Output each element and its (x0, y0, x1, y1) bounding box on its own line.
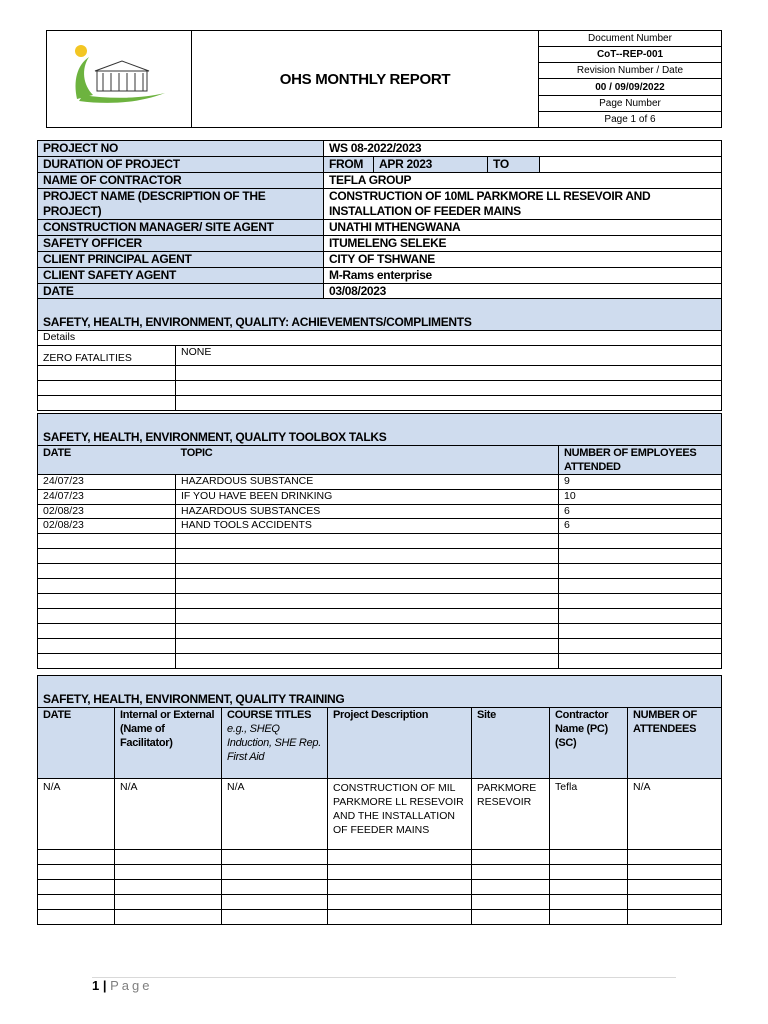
achievement-detail (176, 366, 722, 381)
training-empty-cell (550, 880, 628, 895)
training-empty-cell (550, 895, 628, 910)
toolbox-count (559, 594, 722, 609)
toolbox-col-date: DATE (38, 446, 176, 475)
toolbox-date (38, 594, 176, 609)
toolbox-topic (176, 639, 559, 654)
training-empty-cell (550, 850, 628, 865)
page-footer (92, 978, 153, 993)
toolbox-count (559, 534, 722, 549)
footer-separator: | (102, 978, 107, 993)
toolbox-date (38, 549, 176, 564)
training-col-course (222, 708, 328, 779)
toolbox-topic: HAND TOOLS ACCIDENTS (176, 519, 559, 534)
training-empty-cell (628, 895, 722, 910)
training-col-facilitator: Internal or External (Name of Facilitator) (115, 708, 222, 779)
toolbox-topic: IF YOU HAVE BEEN DRINKING (176, 490, 559, 505)
from-value: APR 2023 (374, 157, 488, 173)
training-site: PARKMORE RESEVOIR (472, 779, 550, 850)
toolbox-topic (176, 654, 559, 669)
toolbox-topic (176, 624, 559, 639)
table-row (38, 609, 722, 624)
toolbox-topic (176, 609, 559, 624)
client-principal-label: CLIENT PRINCIPAL AGENT (38, 252, 324, 268)
toolbox-heading: SAFETY, HEALTH, ENVIRONMENT, QUALITY TOOLBOX TALKS (38, 414, 722, 446)
achievement-item (38, 366, 176, 381)
toolbox-topic (176, 579, 559, 594)
project-info-table (37, 140, 722, 300)
footer-divider (92, 977, 676, 978)
toolbox-count: 10 (559, 490, 722, 505)
training-empty-cell (628, 910, 722, 925)
project-no-label: PROJECT NO (38, 141, 324, 157)
training-empty-cell (222, 895, 328, 910)
contractor-label: NAME OF CONTRACTOR (38, 173, 324, 189)
toolbox-date: 02/08/23 (38, 505, 176, 519)
toolbox-topic (176, 549, 559, 564)
toolbox-col-topic: TOPIC (176, 446, 559, 475)
toolbox-date (38, 579, 176, 594)
achievement-detail (176, 396, 722, 411)
page-number-label: Page Number (539, 95, 721, 111)
toolbox-count (559, 549, 722, 564)
safety-officer-name: ITUMELENG SELEKE (324, 236, 722, 252)
doc-number-label: Document Number (539, 31, 721, 47)
training-empty-cell (115, 865, 222, 880)
training-col-project: Project Description (328, 708, 472, 779)
table-row (38, 519, 722, 534)
training-project: CONSTRUCTION OF MIL PARKMORE LL RESEVOIR AND THE INSTALLATION OF FEEDER MAINS (328, 779, 472, 850)
toolbox-count (559, 579, 722, 594)
safety-officer-label: SAFETY OFFICER (38, 236, 324, 252)
date-label: DATE (38, 284, 324, 300)
training-empty-cell (222, 865, 328, 880)
achievement-detail: NONE (176, 346, 722, 366)
training-empty-cell (115, 895, 222, 910)
table-row (38, 850, 722, 865)
toolbox-date (38, 654, 176, 669)
toolbox-topic (176, 594, 559, 609)
logo-cell (47, 31, 192, 128)
training-empty-cell (328, 910, 472, 925)
training-date: N/A (38, 779, 115, 850)
training-course: N/A (222, 779, 328, 850)
training-empty-cell (628, 850, 722, 865)
details-label: Details (38, 331, 722, 346)
training-empty-cell (222, 850, 328, 865)
toolbox-date (38, 534, 176, 549)
training-empty-cell (115, 850, 222, 865)
course-example: e.g., SHEQ Induction, SHE Rep. First Aid (227, 723, 321, 763)
training-empty-cell (472, 910, 550, 925)
toolbox-date (38, 639, 176, 654)
training-attendees: N/A (628, 779, 722, 850)
table-row (38, 895, 722, 910)
toolbox-date: 24/07/23 (38, 475, 176, 490)
table-row (38, 475, 722, 490)
training-col-site: Site (472, 708, 550, 779)
table-row (38, 639, 722, 654)
training-empty-rows (38, 850, 722, 925)
training-empty-cell (328, 850, 472, 865)
table-row (38, 910, 722, 925)
toolbox-topic: HAZARDOUS SUBSTANCES (176, 505, 559, 519)
document-header (46, 30, 722, 128)
training-empty-cell (38, 895, 115, 910)
table-row (38, 579, 722, 594)
training-facilitator: N/A (115, 779, 222, 850)
training-col-date: DATE (38, 708, 115, 779)
client-safety-name: M-Rams enterprise (324, 268, 722, 284)
toolbox-count: 6 (559, 519, 722, 534)
training-col-contractor: Contractor Name (PC) (SC) (550, 708, 628, 779)
toolbox-talks-table (37, 413, 722, 669)
training-heading: SAFETY, HEALTH, ENVIRONMENT, QUALITY TRAINING (38, 676, 722, 708)
toolbox-date (38, 564, 176, 579)
training-empty-cell (328, 880, 472, 895)
achievements-heading: SAFETY, HEALTH, ENVIRONMENT, QUALITY: ACHIEVEMENTS/COMPLIMENTS (38, 299, 722, 331)
training-empty-cell (550, 865, 628, 880)
achievement-item: ZERO FATALITIES (38, 346, 176, 366)
revision-value: 00 / 09/09/2022 (539, 79, 721, 95)
toolbox-topic: HAZARDOUS SUBSTANCE (176, 475, 559, 490)
project-name-label: PROJECT NAME (DESCRIPTION OF THE PROJECT) (38, 189, 324, 220)
duration-label: DURATION OF PROJECT (38, 157, 324, 173)
report-date: 03/08/2023 (324, 284, 722, 300)
toolbox-count (559, 639, 722, 654)
achievements-table (37, 298, 722, 411)
training-empty-cell (38, 850, 115, 865)
table-row (38, 654, 722, 669)
course-title-label: COURSE TITLES (227, 709, 312, 721)
table-row (38, 865, 722, 880)
client-principal-name: CITY OF TSHWANE (324, 252, 722, 268)
training-empty-cell (38, 910, 115, 925)
table-row (38, 624, 722, 639)
toolbox-col-count: NUMBER OF EMPLOYEES ATTENDED (559, 446, 722, 475)
toolbox-date: 24/07/23 (38, 490, 176, 505)
toolbox-count (559, 564, 722, 579)
training-col-attendees: NUMBER OF ATTENDEES (628, 708, 722, 779)
training-empty-cell (550, 910, 628, 925)
toolbox-rows (38, 475, 722, 669)
training-empty-cell (628, 880, 722, 895)
toolbox-count: 9 (559, 475, 722, 490)
training-empty-cell (328, 865, 472, 880)
training-empty-cell (222, 880, 328, 895)
training-table (37, 675, 722, 925)
footer-page-word: Page (110, 978, 153, 993)
table-row (38, 505, 722, 519)
training-empty-cell (38, 880, 115, 895)
contractor-name: TEFLA GROUP (324, 173, 722, 189)
training-empty-cell (628, 865, 722, 880)
client-safety-label: CLIENT SAFETY AGENT (38, 268, 324, 284)
toolbox-topic (176, 564, 559, 579)
toolbox-count (559, 624, 722, 639)
city-of-tshwane-logo (69, 41, 169, 113)
achievement-detail (176, 381, 722, 396)
footer-page-number: 1 (92, 978, 100, 993)
to-label: TO (488, 157, 540, 173)
doc-number: CoT--REP-001 (539, 47, 721, 63)
meta-table (539, 31, 721, 127)
toolbox-date (38, 624, 176, 639)
page-number-value: Page 1 of 6 (539, 111, 721, 127)
training-empty-cell (328, 895, 472, 910)
training-empty-cell (472, 850, 550, 865)
training-empty-cell (222, 910, 328, 925)
toolbox-count: 6 (559, 505, 722, 519)
revision-label: Revision Number / Date (539, 63, 721, 79)
table-row (38, 490, 722, 505)
training-empty-cell (472, 865, 550, 880)
toolbox-date: 02/08/23 (38, 519, 176, 534)
table-row (38, 534, 722, 549)
toolbox-count (559, 654, 722, 669)
training-empty-cell (472, 880, 550, 895)
manager-name: UNATHI MTHENGWANA (324, 220, 722, 236)
project-no: WS 08-2022/2023 (324, 141, 722, 157)
table-row (38, 880, 722, 895)
table-row (38, 564, 722, 579)
table-row (38, 594, 722, 609)
training-contractor: Tefla (550, 779, 628, 850)
training-empty-cell (472, 895, 550, 910)
training-empty-cell (38, 865, 115, 880)
to-value (540, 157, 722, 173)
project-name: CONSTRUCTION OF 10ML PARKMORE LL RESEVOIR AND INSTALLATION OF FEEDER MAINS (324, 189, 722, 220)
document-meta (539, 31, 722, 128)
achievement-item (38, 396, 176, 411)
manager-label: CONSTRUCTION MANAGER/ SITE AGENT (38, 220, 324, 236)
from-label: FROM (324, 157, 374, 173)
achievement-item (38, 381, 176, 396)
toolbox-topic (176, 534, 559, 549)
toolbox-date (38, 609, 176, 624)
training-empty-cell (115, 910, 222, 925)
training-empty-cell (115, 880, 222, 895)
report-title: OHS MONTHLY REPORT (192, 31, 539, 128)
toolbox-count (559, 609, 722, 624)
table-row (38, 549, 722, 564)
